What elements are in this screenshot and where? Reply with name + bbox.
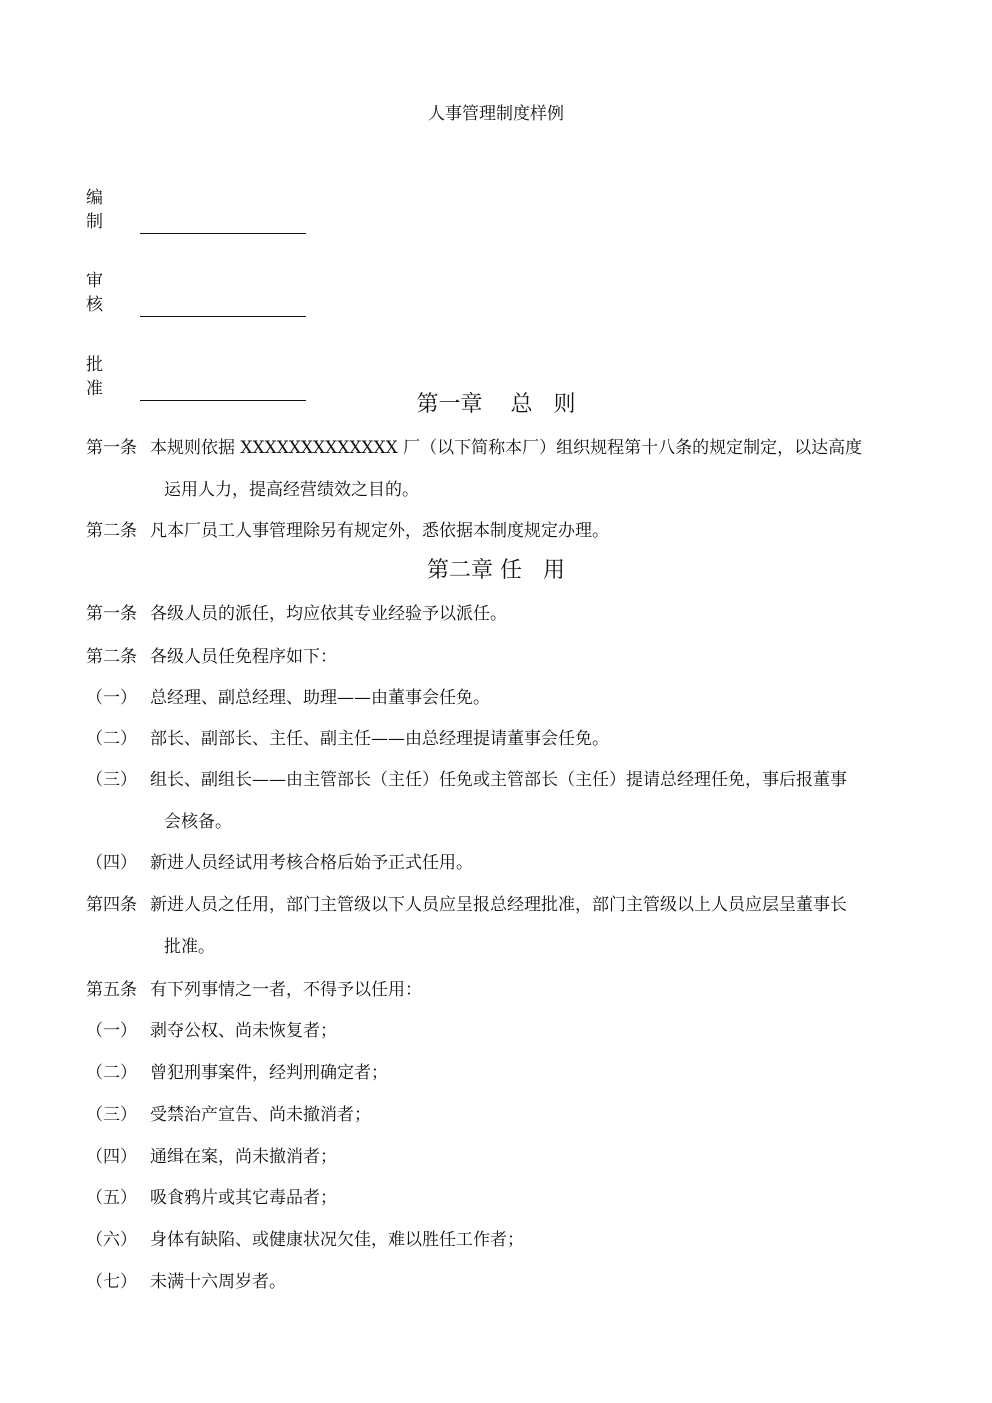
list-text: 总经理、副总经理、助理——由董事会任免。 (150, 688, 490, 708)
appoint-item-3 (86, 768, 847, 792)
chapter-2-article-2 (86, 645, 337, 669)
chapter-2-heading: 第二章 任 用 (427, 558, 565, 583)
signoff-compile-row (86, 186, 306, 234)
article-label: 第四条 (86, 895, 137, 915)
list-text: 组长、副组长——由主管部长（主任）任免或主管部长（主任）提请总经理任免，事后报董事 (150, 770, 847, 790)
chapter-1-article-1 (86, 436, 862, 460)
article-label: 第一条 (86, 438, 137, 458)
chapter-1-heading: 第一章 总 则 (416, 392, 576, 417)
article-text: 新进人员之任用，部门主管级以下人员应呈报总经理批准，部门主管级以上人员应层呈董事长 (150, 895, 847, 915)
list-number: （四） (86, 1147, 137, 1167)
list-text: 未满十六周岁者。 (150, 1272, 286, 1292)
signoff-compile-label: 编 制 (86, 188, 112, 232)
list-text: 剥夺公权、尚未恢复者； (150, 1021, 337, 1041)
chapter-2-article-4 (86, 893, 847, 917)
list-number: （三） (86, 1105, 137, 1125)
article-text: 凡本厂员工人事管理除另有规定外，悉依据本制度规定办理。 (150, 521, 609, 541)
article-text: 各级人员的派任，均应依其专业经验予以派任。 (150, 604, 507, 624)
list-text: 曾犯刑事案件，经判刑确定者； (150, 1063, 388, 1083)
article-label: 第一条 (86, 604, 137, 624)
article-label: 第五条 (86, 980, 137, 1000)
document-title: 人事管理制度样例 (428, 104, 564, 124)
list-number: （七） (86, 1272, 137, 1292)
article-text: 有下列事情之一者，不得予以任用： (150, 980, 422, 1000)
article-label: 第二条 (86, 521, 137, 541)
list-text: 通缉在案，尚未撤消者； (150, 1147, 337, 1167)
chapter-2-article-1 (86, 602, 507, 626)
appoint-item-4 (86, 851, 473, 875)
signoff-compile-line (140, 213, 306, 234)
list-number: （二） (86, 1063, 137, 1083)
list-number: （一） (86, 688, 137, 708)
signoff-approve-label: 批 准 (86, 355, 112, 399)
article-text: 各级人员任免程序如下： (150, 647, 337, 667)
list-text: 部长、副部长、主任、副主任——由总经理提请董事会任免。 (150, 729, 609, 749)
signoff-review-row (86, 269, 306, 317)
disqualify-item-5 (86, 1186, 337, 1210)
list-number: （一） (86, 1021, 137, 1041)
chapter-2-article-4-continuation: 批准。 (164, 937, 215, 957)
disqualify-item-1 (86, 1019, 337, 1043)
appoint-item-3-continuation: 会核备。 (164, 812, 232, 832)
appoint-item-2 (86, 727, 609, 751)
chapter-1-article-1-continuation: 运用人力，提高经营绩效之目的。 (164, 480, 419, 500)
disqualify-item-6 (86, 1228, 524, 1252)
disqualify-item-7 (86, 1270, 286, 1294)
signoff-review-line (140, 296, 306, 317)
list-text: 身体有缺陷、或健康状况欠佳，难以胜任工作者； (150, 1230, 524, 1250)
chapter-2-article-5 (86, 978, 422, 1002)
article-text: 本规则依据 XXXXXXXXXXXXX 厂（以下简称本厂）组织规程第十八条的规定制定，以达高度 (150, 438, 863, 458)
disqualify-item-3 (86, 1103, 371, 1127)
list-number: （四） (86, 853, 137, 873)
list-text: 受禁治产宣告、尚未撤消者； (150, 1105, 371, 1125)
signoff-review-label: 审 核 (86, 271, 112, 315)
list-number: （五） (86, 1188, 137, 1208)
list-number: （三） (86, 770, 137, 790)
chapter-1-article-2 (86, 519, 609, 543)
list-text: 吸食鸦片或其它毒品者； (150, 1188, 337, 1208)
list-number: （二） (86, 729, 137, 749)
list-number: （六） (86, 1230, 137, 1250)
article-label: 第二条 (86, 647, 137, 667)
disqualify-item-2 (86, 1061, 388, 1085)
appoint-item-1 (86, 686, 490, 710)
list-text: 新进人员经试用考核合格后始予正式任用。 (150, 853, 473, 873)
disqualify-item-4 (86, 1145, 337, 1169)
